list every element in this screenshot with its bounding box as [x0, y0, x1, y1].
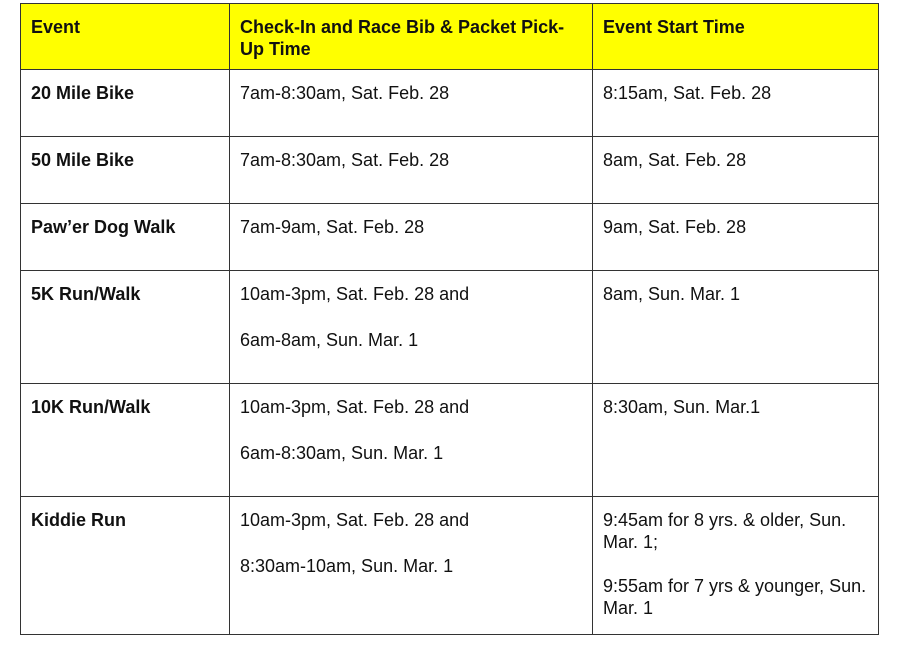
checkin-line: 6am-8am, Sun. Mar. 1 — [240, 330, 419, 350]
event-cell: 10K Run/Walk — [21, 384, 230, 497]
checkin-line: 7am-8:30am, Sat. Feb. 28 — [240, 83, 450, 103]
start-cell — [593, 384, 879, 497]
table-row — [21, 204, 879, 271]
event-cell: 50 Mile Bike — [21, 137, 230, 204]
header-checkin-time: Check-In and Race Bib & Packet Pick-Up Time — [230, 4, 593, 70]
start-cell — [593, 70, 879, 137]
header-start-time: Event Start Time — [593, 4, 879, 70]
start-cell — [593, 271, 879, 384]
checkin-cell — [230, 497, 593, 635]
checkin-line: 10am-3pm, Sat. Feb. 28 and — [240, 284, 470, 304]
start-cell — [593, 204, 879, 271]
checkin-cell — [230, 137, 593, 204]
header-event: Event — [21, 4, 230, 70]
event-cell: Kiddie Run — [21, 497, 230, 635]
start-cell — [593, 137, 879, 204]
start-line: 8am, Sat. Feb. 28 — [603, 150, 747, 170]
table-row — [21, 384, 879, 497]
table-row — [21, 70, 879, 137]
event-cell: Paw’er Dog Walk — [21, 204, 230, 271]
event-cell: 5K Run/Walk — [21, 271, 230, 384]
checkin-line: 7am-9am, Sat. Feb. 28 — [240, 217, 425, 237]
checkin-line: 8:30am-10am, Sun. Mar. 1 — [240, 556, 454, 576]
checkin-line: 6am-8:30am, Sun. Mar. 1 — [240, 443, 444, 463]
checkin-cell — [230, 384, 593, 497]
start-line: 8:30am, Sun. Mar.1 — [603, 397, 761, 417]
event-cell: 20 Mile Bike — [21, 70, 230, 137]
checkin-cell — [230, 271, 593, 384]
checkin-line: 7am-8:30am, Sat. Feb. 28 — [240, 150, 450, 170]
checkin-line: 10am-3pm, Sat. Feb. 28 and — [240, 397, 470, 417]
checkin-line: 10am-3pm, Sat. Feb. 28 and — [240, 510, 470, 530]
start-line: 9:55am for 7 yrs & younger, Sun. Mar. 1 — [603, 576, 867, 618]
header-row — [21, 4, 879, 70]
start-line: 9am, Sat. Feb. 28 — [603, 217, 747, 237]
start-line: 8am, Sun. Mar. 1 — [603, 284, 741, 304]
table-row — [21, 497, 879, 635]
event-schedule-table — [20, 3, 879, 635]
checkin-cell — [230, 70, 593, 137]
start-line: 8:15am, Sat. Feb. 28 — [603, 83, 772, 103]
table-row — [21, 271, 879, 384]
start-cell — [593, 497, 879, 635]
table-row — [21, 137, 879, 204]
checkin-cell — [230, 204, 593, 271]
start-line: 9:45am for 8 yrs. & older, Sun. Mar. 1; — [603, 510, 847, 552]
